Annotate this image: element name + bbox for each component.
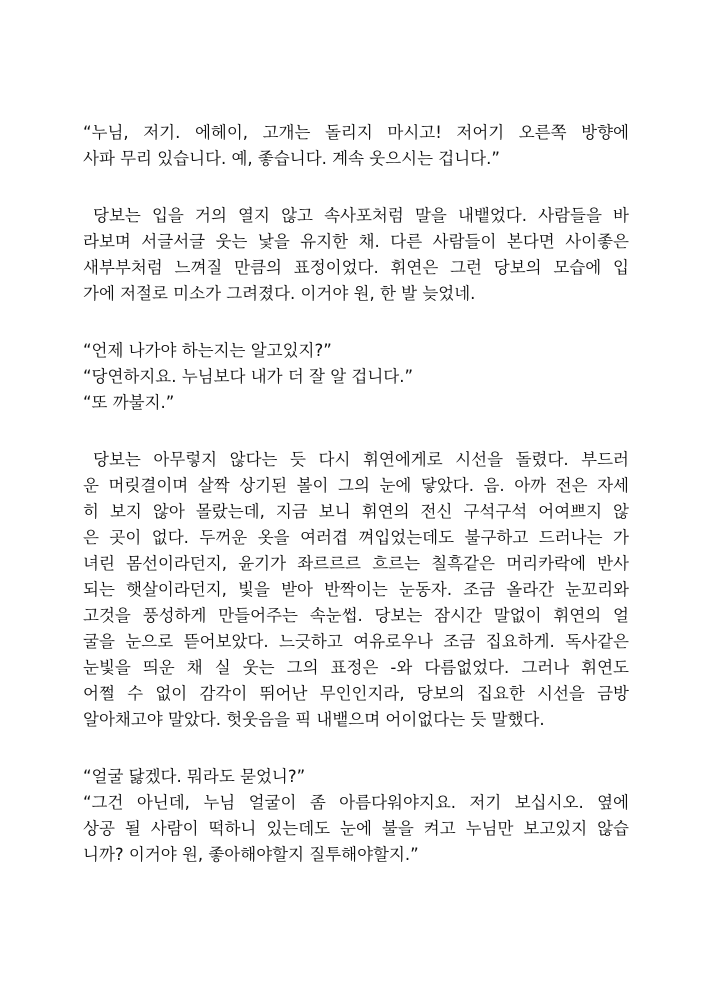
paragraph	[83, 338, 629, 416]
text-line: 당보는 입을 거의 열지 않고 속사포처럼 말을 내뱉었다. 사람들을 바	[93, 206, 629, 225]
text-line: 눈빛을 띄운 채 실 웃는 그의 표정은 -와 다름없었다. 그러나 휘연도	[83, 658, 629, 677]
text-line: 니까? 이거야 원, 좋아해야할지 질투해야할지.”	[83, 845, 419, 864]
text-line: “또 까불지.”	[83, 393, 175, 412]
text-line: 상공 될 사람이 떡하니 있는데도 눈에 불을 켜고 누님만 보고있지 않습	[83, 819, 629, 838]
text-line: 어쩔 수 없이 감각이 뛰어난 무인인지라, 당보의 집요한 시선을 금방	[83, 684, 629, 703]
text-line: “누님, 저기. 에헤이, 고개는 돌리지 마시고! 저어기 오른쪽 방향에	[83, 123, 629, 142]
text-line: 운 머릿결이며 살짝 상기된 볼이 그의 눈에 닿았다. 음. 아까 전은 자세	[83, 476, 629, 495]
text-line: 되는 햇살이라던지, 빛을 받아 반짝이는 눈동자. 조금 올라간 눈꼬리와	[83, 580, 629, 599]
text-line: 은 곳이 없다. 두꺼운 옷을 여러겹 껴입었는데도 불구하고 드러나는 가	[83, 528, 629, 547]
document-page	[83, 120, 629, 899]
text-line: 당보는 아무렇지 않다는 듯 다시 휘연에게로 시선을 돌렸다. 부드러	[93, 450, 629, 469]
text-line: “당연하지요. 누님보다 내가 더 잘 알 겁니다.”	[83, 367, 414, 386]
text-line: 녀린 몸선이라던지, 윤기가 좌르르르 흐르는 칠흑같은 머리카락에 반사	[83, 554, 629, 573]
paragraph	[83, 203, 629, 307]
text-line: 사파 무리 있습니다. 예, 좋습니다. 계속 웃으시는 겁니다.”	[83, 149, 500, 168]
text-line: “얼굴 닳겠다. 뭐라도 묻었니?”	[83, 767, 306, 786]
paragraph	[83, 447, 629, 733]
text-line: 고것을 풍성하게 만들어주는 속눈썹. 당보는 잠시간 말없이 휘연의 얼	[83, 606, 629, 625]
text-line: 알아채고야 말았다. 헛웃음을 픽 내뱉으며 어이없다는 듯 말했다.	[83, 710, 545, 729]
text-line: 히 보지 않아 몰랐는데, 지금 보니 휘연의 전신 구석구석 어여쁘지 않	[83, 502, 629, 521]
text-line: 라보며 서글서글 웃는 낯을 유지한 채. 다른 사람들이 본다면 사이좋은	[83, 232, 629, 251]
text-line: 가에 저절로 미소가 그려졌다. 이거야 원, 한 발 늦었네.	[83, 284, 476, 303]
text-line: “언제 나가야 하는지는 알고있지?”	[83, 341, 332, 360]
text-line: 굴을 눈으로 뜯어보았다. 느긋하고 여유로우나 조금 집요하게. 독사같은	[83, 632, 629, 651]
paragraph	[83, 764, 629, 868]
paragraph	[83, 120, 629, 172]
text-line: 새부부처럼 느껴질 만큼의 표정이었다. 휘연은 그런 당보의 모습에 입	[83, 258, 629, 277]
text-line: “그건 아닌데, 누님 얼굴이 좀 아름다워야지요. 저기 보십시오. 옆에	[83, 793, 629, 812]
